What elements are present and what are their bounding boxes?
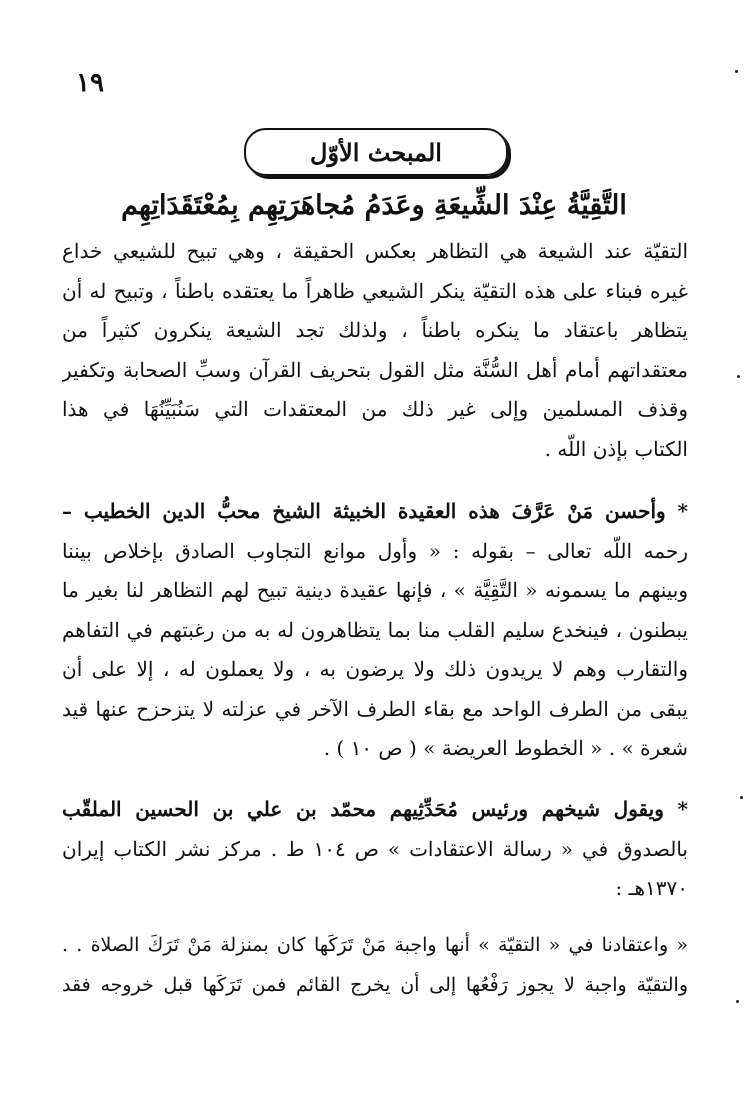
page-number: ١٩ [76,68,104,98]
text-line: بالصدوق في « رسالة الاعتقادات » ص ١٠٤ ط . مركز نشر الكتاب إيران [62,836,688,861]
section-heading-box [244,128,508,176]
text-line: * ويقول شيخهم ورئيس مُحَدِّثِيهم محمّد بن علي بن الحسين الملقّب [62,797,688,821]
paragraph-3 [62,790,688,909]
chapter-title: التَّقِيَّةُ عِنْدَ الشِّيعَةِ وعَدَمُ مُجاهَرَتِهِم بِمُعْتَقَدَاتِهِم [121,190,627,221]
text-line: التقيّة عند الشيعة هي التظاهر بعكس الحقيقة ، وهي تبيح للشيعي خداع [62,239,688,263]
quote-line: والتقيّة واجبة لا يجوز رَفْعُها إلى أن يخرج القائم فمن تَرَكَها قبل خروجه فقد [62,973,688,996]
quote-block [62,926,688,1005]
text-line: يبقى من الطرف الواحد مع بقاء الطرف الآخر في عزلته لا يتزحزح عنها قيد [62,696,688,721]
margin-mark [740,796,743,799]
text-line: ١٣٧٠هـ : [615,876,688,900]
text-line: شعرة » . « الخطوط العريضة » ( ص ١٠ ) . [323,736,688,760]
paragraph-1 [62,232,688,469]
text-line: والتقارب وهم لا يريدون ذلك ولا يرضون به ، ولا يعملون له ، إلا على أن [62,657,688,681]
text-line: يبطنون ، فينخدع سليم القلب منا بما يتظاهرون له به من رغبتهم في التفاهم [62,617,688,642]
margin-mark [737,375,740,378]
text-line: الكتاب بإذن اللّه . [544,436,688,461]
margin-mark [735,70,738,73]
text-line: رحمه اللّه تعالى – بقوله : « وأول موانع التجاوب الصادق بإخلاص بيننا [62,538,688,563]
text-line: * وأحسن مَنْ عَرَّفَ هذه العقيدة الخبيثة الشيخ محبُّ الدين الخطيب – [62,499,688,523]
text-line: معتقداتهم أمام أهل السُّنَّة مثل القول بتحريف القرآن وسبِّ الصحابة وتكفير [62,357,688,382]
text-line: وبينهم ما يسمونه « التَّقِيَّة » ، فإنها عقيدة دينية تبيح لهم التظاهر لنا بغير ما [62,578,688,602]
section-heading: المبحث الأوّل [310,137,442,167]
margin-mark [736,1000,739,1003]
paragraph-2 [62,492,688,769]
text-line: غيره فبناء على هذه التقيّة ينكر الشيعي ظاهراً ما يعتقده باطناً ، وتبيح له أن [62,278,688,303]
quote-line: « واعتقادنا في « التقيّة » أنها واجبة مَنْ تَرَكَها كان بمنزلة مَنْ تَرَكَ الصلاة . . [62,934,688,956]
text-line: وقذف المسلمين وإلى غير ذلك من المعتقدات التي سَنُبَيِّنُهَا في هذا [62,397,688,421]
text-line: يتظاهر باعتقاد ما ينكره باطناً ، ولذلك تجد الشيعة ينكرون كثيراً من [62,318,688,342]
